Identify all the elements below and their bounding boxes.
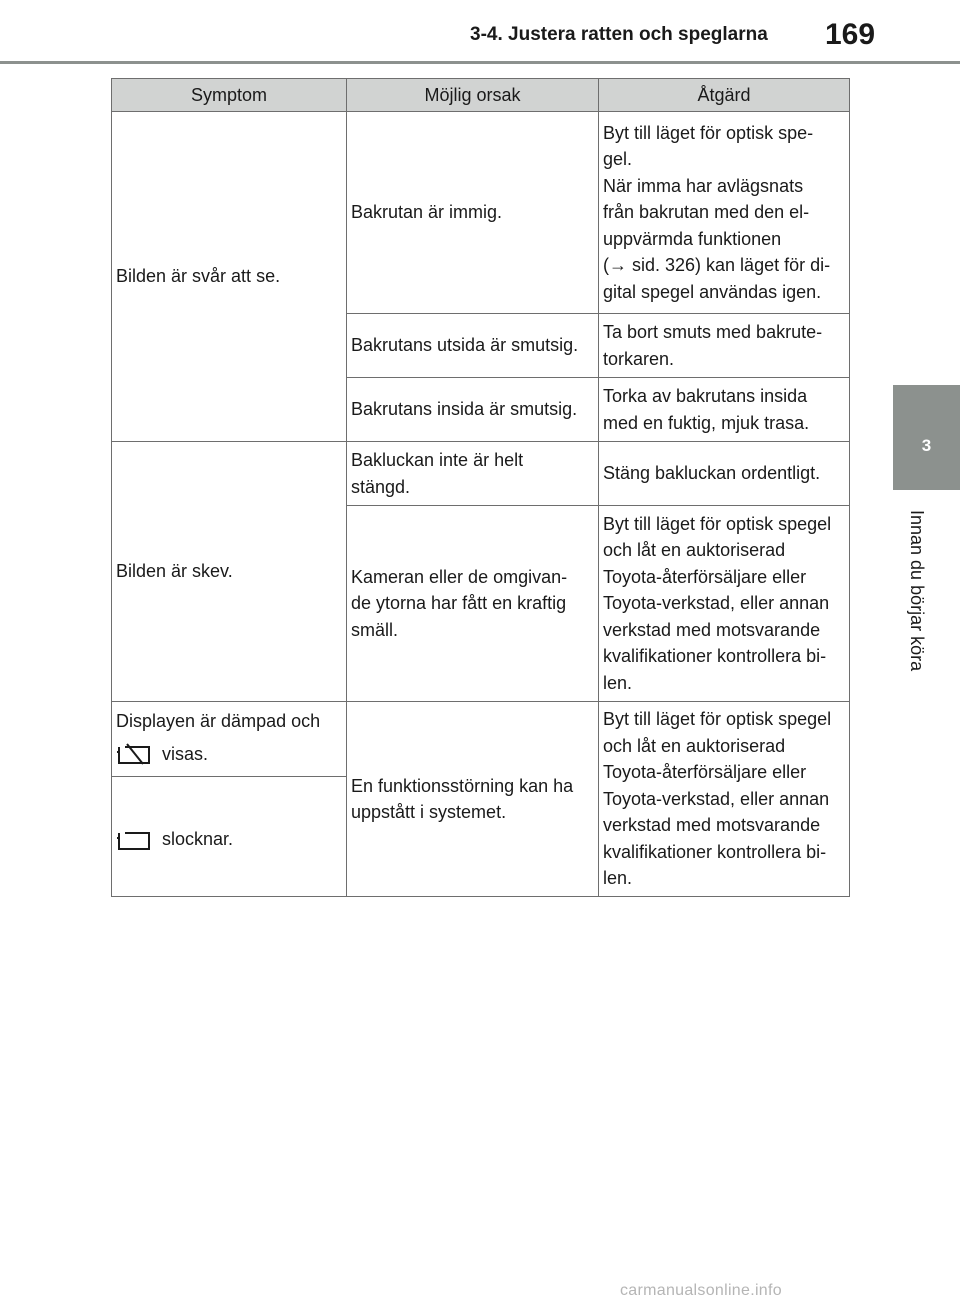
digital-mirror-warning-icon — [116, 743, 152, 765]
table-row — [112, 442, 850, 506]
action-line: Byt till läget för optisk spe- — [603, 122, 814, 143]
page-number: 169 — [825, 18, 876, 51]
header-cause: Möjlig orsak — [347, 79, 599, 112]
action-line: kvalifikationer kontrollera bi- — [603, 646, 827, 667]
action-line: Torka av bakrutans insida — [603, 386, 808, 406]
symptom-cell: Bilden är svår att se. — [112, 112, 347, 442]
action-cell — [599, 314, 850, 378]
symptom-cell — [112, 777, 347, 897]
action-cell — [599, 506, 850, 702]
action-line: len. — [603, 672, 633, 693]
action-line: Toyota-återförsäljare eller — [603, 566, 807, 587]
action-cell — [599, 378, 850, 442]
cause-line: Kameran eller de omgivan- — [351, 566, 568, 587]
cause-line: smäll. — [351, 619, 399, 640]
cause-cell — [347, 506, 599, 702]
action-line: (→ sid. 326) kan läget för di- — [603, 255, 831, 276]
digital-mirror-icon — [116, 829, 152, 851]
symptom-icon-text: visas. — [162, 743, 209, 764]
table-header-row — [112, 79, 850, 112]
header-symptom: Symptom — [112, 79, 347, 112]
troubleshooting-table — [111, 78, 850, 897]
action-line: Ta bort smuts med bakrute- — [603, 322, 823, 342]
cause-line: stängd. — [351, 476, 411, 497]
action-cell — [599, 702, 850, 897]
cause-line: Bakluckan inte är helt — [351, 450, 524, 470]
action-line: kvalifikationer kontrollera bi- — [603, 841, 827, 862]
action-line: Byt till läget för optisk spegel — [603, 513, 832, 534]
header-divider — [0, 61, 960, 64]
section-title: 3-4. Justera ratten och speglarna — [470, 24, 768, 45]
symptom-cell — [112, 702, 347, 777]
action-line: gel. — [603, 149, 633, 170]
header-action: Åtgärd — [599, 79, 850, 112]
action-line: med en fuktig, mjuk trasa. — [603, 412, 810, 433]
symptom-cell: Bilden är skev. — [112, 442, 347, 702]
cause-cell — [347, 442, 599, 506]
symptom-icon-text: slocknar. — [162, 829, 234, 850]
action-line: gital spegel användas igen. — [603, 281, 822, 302]
cause-line: de ytorna har fått en kraftig — [351, 593, 567, 614]
action-line: torkaren. — [603, 348, 675, 369]
cause-cell — [347, 702, 599, 897]
action-line: och låt en auktoriserad — [603, 735, 786, 756]
cause-cell: Bakrutans utsida är smutsig. — [347, 314, 599, 378]
chapter-label: Innan du börjar köra — [907, 510, 927, 672]
action-line: len. — [603, 868, 633, 889]
action-cell — [599, 442, 850, 506]
table-row — [112, 112, 850, 314]
action-line: verkstad med motsvarande — [603, 815, 821, 836]
symptom-line: Displayen är dämpad och — [116, 711, 321, 731]
watermark: carmanualsonline.info — [620, 1282, 782, 1299]
cause-cell: Bakrutans insida är smutsig. — [347, 378, 599, 442]
action-line: Stäng bakluckan ordentligt. — [603, 463, 821, 484]
action-line: uppvärmda funktionen — [603, 228, 782, 249]
cause-line: uppstått i systemet. — [351, 802, 507, 822]
action-line: När imma har avlägsnats — [603, 175, 804, 196]
action-line: från bakrutan med den el- — [603, 202, 810, 223]
symptom-icon-line — [116, 826, 342, 853]
action-line: Toyota-verkstad, eller annan — [603, 788, 830, 809]
action-cell — [599, 112, 850, 314]
table-row — [112, 702, 850, 777]
action-line: verkstad med motsvarande — [603, 619, 821, 640]
action-line: Toyota-återförsäljare eller — [603, 762, 807, 783]
action-line: och låt en auktoriserad — [603, 540, 786, 561]
cause-line: En funktionsstörning kan ha — [351, 775, 574, 796]
chapter-number: 3 — [921, 436, 932, 455]
action-line: Byt till läget för optisk spegel — [603, 709, 832, 730]
action-line: Toyota-verkstad, eller annan — [603, 593, 830, 614]
cause-cell: Bakrutan är immig. — [347, 112, 599, 314]
symptom-icon-line — [116, 741, 342, 768]
